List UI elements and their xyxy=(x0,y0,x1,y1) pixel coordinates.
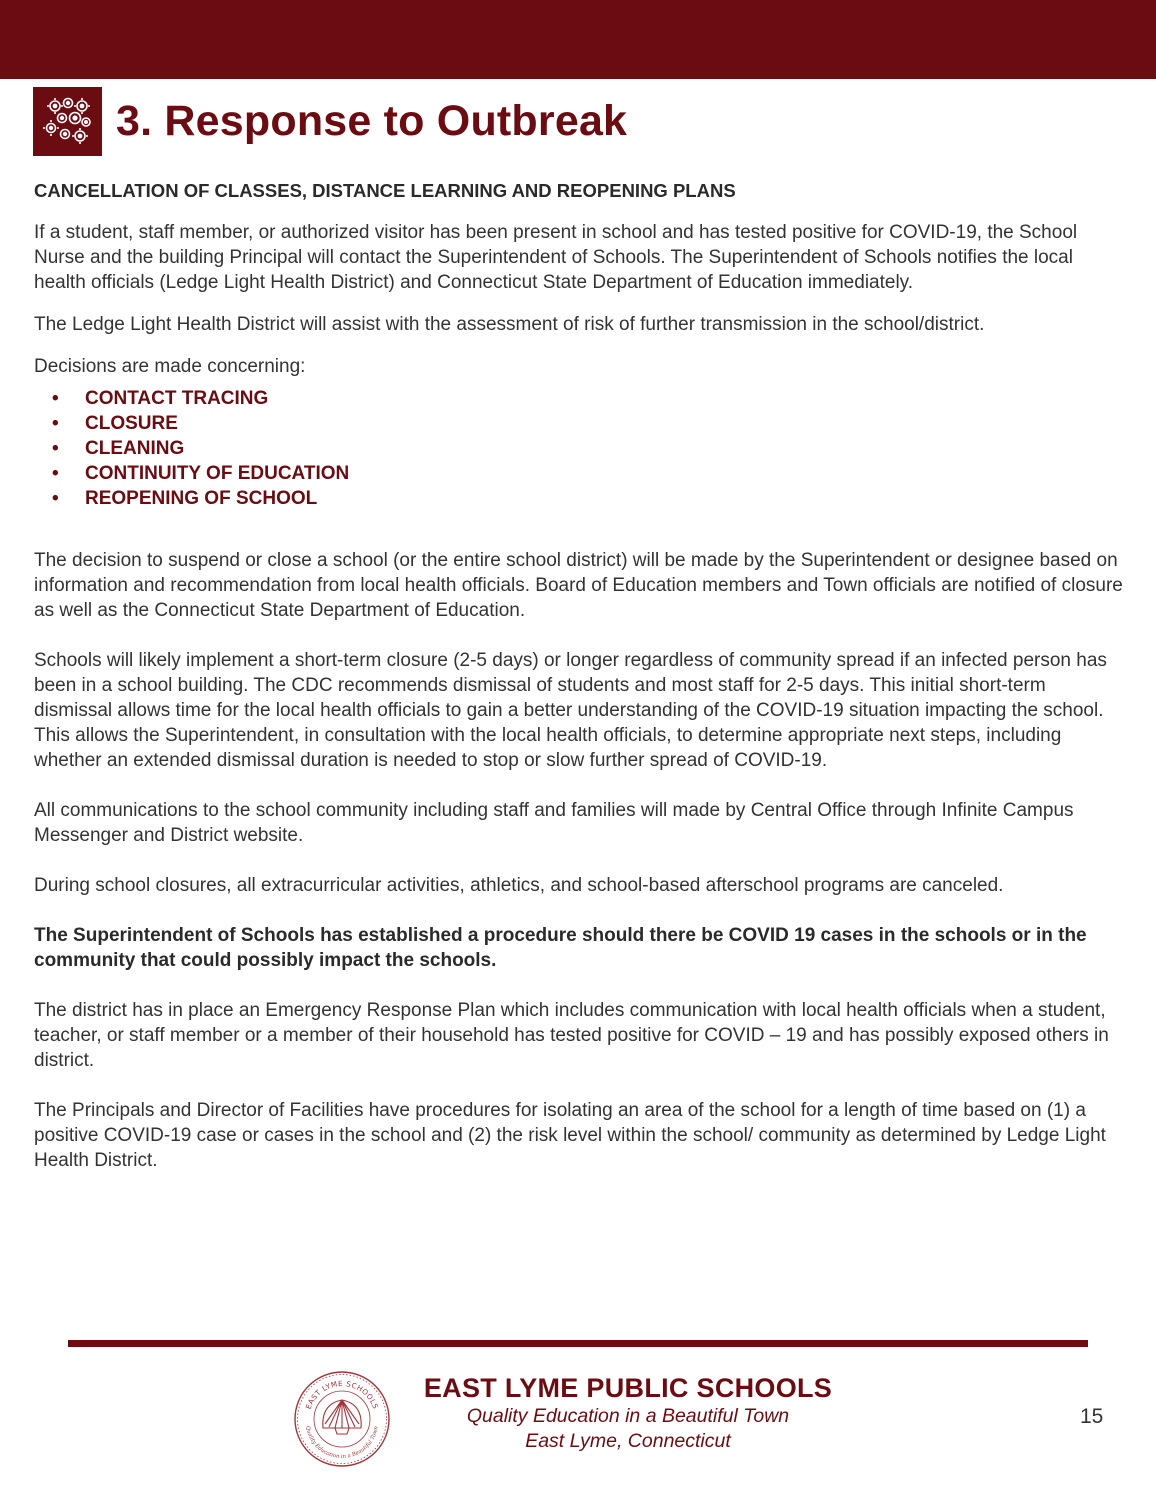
bullet-icon: • xyxy=(52,413,59,434)
list-item-label: CLOSURE xyxy=(85,413,178,434)
section-subheading: CANCELLATION OF CLASSES, DISTANCE LEARNING AND REOPENING PLANS xyxy=(34,180,736,201)
decision-list xyxy=(34,386,1126,511)
paragraph-decisions-intro: Decisions are made concerning: xyxy=(34,356,306,377)
paragraph-notification: If a student, staff member, or authorized visitor has been present in school and has tested positive for COVID-19, the School Nurse and the building Principal will contact the Superintendent of Schools. The Superintendent of Schools notifies the local health officials (Ledge Light Health District) and Connecticut State Department of Education immediately. xyxy=(34,222,1078,293)
procedure-statement: The Superintendent of Schools has established a procedure should there be COVID 19 cases in the schools or in the community that could possibly impact the schools. xyxy=(34,925,1087,971)
bullet-icon: • xyxy=(52,438,59,459)
page-number: 15 xyxy=(1080,1405,1104,1428)
organization-tagline: Quality Education in a Beautiful Town xyxy=(466,1405,790,1427)
footer-divider xyxy=(68,1340,1088,1347)
list-item-label: CONTACT TRACING xyxy=(85,388,269,409)
list-item xyxy=(34,486,1126,511)
bullet-icon: • xyxy=(52,463,59,484)
bullet-icon: • xyxy=(52,488,59,509)
organization-name: EAST LYME PUBLIC SCHOOLS xyxy=(423,1373,833,1403)
list-item xyxy=(34,461,1126,486)
seal-text-bottom: Quality Education in a Beautiful Town xyxy=(304,1425,380,1461)
top-color-band xyxy=(0,0,1156,79)
page-title: 3. Response to Outbreak xyxy=(116,96,628,145)
school-seal-logo xyxy=(293,1370,391,1468)
list-item-label: CLEANING xyxy=(85,438,185,459)
virus-cluster-icon xyxy=(33,87,102,156)
list-item-label: CONTINUITY OF EDUCATION xyxy=(85,463,350,484)
footer-organization xyxy=(412,1373,844,1454)
paragraph-short-term-closure: Schools will likely implement a short-term closure (2-5 days) or longer regardless of community spread if an infected person has been in a school building. The CDC recommends dismissal of students and most staff for 2-5 days. This initial short-term dismissal allows time for the local health officials to gain a better understanding of the COVID-19 situation impacting the school. This allows the Superintendent, in consultation with the local health officials, to determine appropriate next steps, including whether an extended dismissal duration is needed to stop or slow further spread of COVID-19. xyxy=(34,650,1107,771)
section-header xyxy=(33,86,627,156)
organization-location: East Lyme, Connecticut xyxy=(525,1430,731,1452)
bullet-icon: • xyxy=(52,388,59,409)
paragraph-closure-decision: The decision to suspend or close a school (or the entire school district) will be made by the Superintendent or designee based on information and recommendation from local health officials. Board of Education members and Town officials are notified of closure as well as the Connecticut State Department of Education. xyxy=(34,550,1123,621)
list-item xyxy=(34,436,1126,461)
seal-text-top: EAST LYME SCHOOLS xyxy=(303,1378,381,1411)
main-content xyxy=(34,178,1126,1190)
paragraph-emergency-plan: The district has in place an Emergency Response Plan which includes communication with local health officials when a student, teacher, or staff member or a member of their household has tested positive for COVID – 19 and has possibly exposed others in district. xyxy=(34,1000,1109,1071)
paragraph-communications: All communications to the school community including staff and families will made by Central Office through Infinite Campus Messenger and District website. xyxy=(34,800,1074,846)
list-item-label: REOPENING OF SCHOOL xyxy=(85,488,318,509)
paragraph-activities-canceled: During school closures, all extracurricular activities, athletics, and school-based afterschool programs are canceled. xyxy=(34,875,1004,896)
paragraph-assessment: The Ledge Light Health District will assist with the assessment of risk of further transmission in the school/district. xyxy=(34,314,985,335)
list-item xyxy=(34,386,1126,411)
list-item xyxy=(34,411,1126,436)
shell-icon xyxy=(323,1400,361,1434)
paragraph-isolation-procedures: The Principals and Director of Facilities have procedures for isolating an area of the school for a length of time based on (1) a positive COVID-19 case or cases in the school and (2) the risk level within the school/ community as determined by Ledge Light Health District. xyxy=(34,1100,1106,1171)
